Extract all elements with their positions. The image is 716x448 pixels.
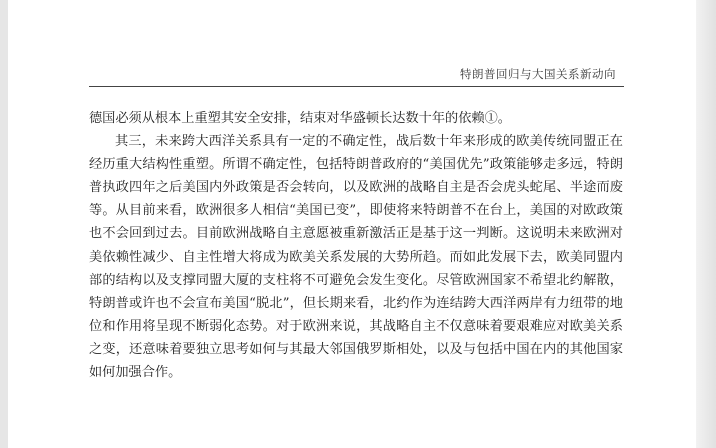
- page-edge-shadow: [696, 0, 716, 448]
- header-rule: [89, 86, 624, 87]
- paragraph-continuation: 德国必须从根本上重塑其安全安排，结束对华盛顿长达数十年的依赖①。: [89, 111, 511, 126]
- running-header: 特朗普回归与大国关系新动向: [460, 67, 616, 81]
- body-text: [89, 107, 623, 384]
- paragraph-main: 其三，未来跨大西洋关系具有一定的不确定性，战后数十年来形成的欧美传统同盟正在经历重大结构性重塑。所谓不确定性，包括特朗普政府的“美国优先”政策能够走多远，特朗普执政四年之后美国内外政策是否会转向，以及欧洲的战略自主是否会虎头蛇尾、半途而废等。从目前来看，欧洲很多人相信“美国已变”，即使将来特朗普不在台上，美国的对欧政策也不会回到过去。目前欧洲战略自主意愿被重新激活正是基于这一判断。这说明未来欧洲对美依赖性减少、自主性增大将成为欧美关系发展的大势所趋。而如此发展下去，欧美同盟内部的结构以及支撑同盟大厦的支柱将不可避免会发生变化。尽管欧洲国家不希望北约解散，特朗普或许也不会宣布美国“脱北”，但长期来看，北约作为连结跨大西洋两岸有力纽带的地位和作用将呈现不断弱化态势。对于欧洲来说，其战略自主不仅意味着要艰难应对欧美关系之变，还意味着要独立思考如何与其最大邻国俄罗斯相处，以及与包括中国在内的其他国家如何加强合作。: [89, 134, 623, 381]
